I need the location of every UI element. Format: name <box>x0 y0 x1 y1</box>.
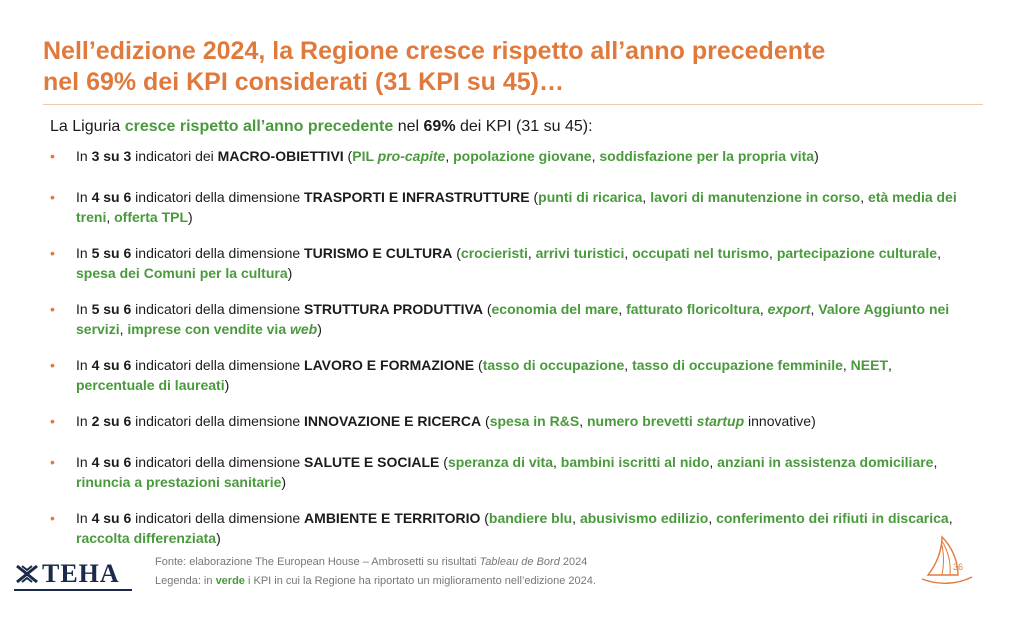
page-number: 36 <box>953 562 964 572</box>
dimension-name: MACRO-OBIETTIVI <box>217 148 344 164</box>
intro-part: nel <box>393 118 424 135</box>
kpi-name <box>561 454 710 470</box>
indicator-count: 4 su 6 <box>91 357 132 373</box>
kpi-dimension-list <box>50 146 970 564</box>
kpi-text: pro-capite <box>377 148 446 164</box>
dimension-name: LAVORO E FORMAZIONE <box>304 357 475 373</box>
kpi-name <box>599 148 814 164</box>
kpi-dimension-item: • In 5 su 6 indicatori della dimensione TURISMO E CULTURA (crocieristi, arrivi turistici, occupati nel turismo, partecipazione culturale, spesa dei Comuni per la cultura) <box>50 245 941 281</box>
logo-underline <box>14 589 132 591</box>
kpi-text: tasso di occupazione femminile <box>632 357 843 373</box>
kpi-text: anziani in assistenza domiciliare <box>717 454 934 470</box>
kpi-dimension-item: • In 3 su 3 indicatori dei MACRO-OBIETTIVI (PIL pro-capite, popolazione giovane, soddisfazione per la propria vita) <box>50 148 819 164</box>
kpi-text: punti di ricarica <box>538 189 643 205</box>
dimension-name: AMBIENTE E TERRITORIO <box>304 510 481 526</box>
kpi-name <box>851 357 888 373</box>
kpi-name <box>448 454 553 470</box>
source-text: Fonte: elaborazione The European House – Ambrosetti su risultati <box>155 556 480 568</box>
kpi-text: raccolta differenziata <box>76 530 217 546</box>
legend-green-word: verde <box>215 575 245 587</box>
kpi-text: economia del mare <box>491 301 619 317</box>
kpi-text: crocieristi <box>460 245 528 261</box>
indicator-count: 4 su 6 <box>91 510 132 526</box>
kpi-name <box>768 301 811 317</box>
dimension-name: STRUTTURA PRODUTTIVA <box>304 301 483 317</box>
indicator-count: 2 su 6 <box>91 413 132 429</box>
slide-title <box>43 36 943 98</box>
indicator-count: 4 su 6 <box>91 454 132 470</box>
indicator-count: 5 su 6 <box>91 245 132 261</box>
kpi-name <box>538 189 642 205</box>
kpi-text: partecipazione culturale <box>776 245 938 261</box>
kpi-name <box>76 530 216 546</box>
kpi-text: età media dei treni <box>76 189 957 225</box>
dimension-name: TRASPORTI E INFRASTRUTTURE <box>304 189 530 205</box>
source-text: 2024 <box>559 556 588 568</box>
kpi-dimension-item: • In 4 su 6 indicatori della dimensione AMBIENTE E TERRITORIO (bandiere blu, abusivismo edilizio, conferimento dei rifiuti in discarica, raccolta differenziata) <box>50 510 953 546</box>
source-italic: Tableau de Bord <box>479 556 560 568</box>
kpi-text: Valore Aggiunto nei servizi <box>76 301 950 337</box>
intro-part: dei KPI (31 su 45): <box>455 118 593 135</box>
item-connector: indicatori della dimensione <box>131 189 305 205</box>
kpi-name <box>76 377 225 393</box>
kpi-name <box>626 301 760 317</box>
kpi-name <box>632 245 769 261</box>
source-note <box>155 553 755 572</box>
kpi-text: web <box>290 321 318 337</box>
kpi-name <box>453 148 591 164</box>
kpi-name <box>717 454 933 470</box>
kpi-text: export <box>767 301 811 317</box>
bullet-icon: • <box>50 357 55 373</box>
indicator-count: 3 su 3 <box>91 148 132 164</box>
kpi-text: NEET <box>850 357 889 373</box>
kpi-name <box>461 245 528 261</box>
kpi-name <box>587 413 811 429</box>
kpi-text: innovative <box>744 413 812 429</box>
kpi-dimension-item: • In 4 su 6 indicatori della dimensione SALUTE E SOCIALE (speranza di vita, bambini iscritti al nido, anziani in assistenza domiciliare, rinuncia a prestazioni sanitarie) <box>50 454 938 490</box>
indicator-count: 4 su 6 <box>91 189 132 205</box>
kpi-text: bandiere blu <box>488 510 573 526</box>
kpi-text: numero brevetti <box>586 413 697 429</box>
kpi-dimension-item: • In 2 su 6 indicatori della dimensione INNOVAZIONE E RICERCA (spesa in R&S, numero brevetti startup innovative) <box>50 413 816 429</box>
teha-logo <box>14 558 134 590</box>
item-connector: indicatori dei <box>131 148 218 164</box>
legend-text: Legenda: in <box>155 575 216 587</box>
kpi-text: spesa in R&S <box>489 413 580 429</box>
bullet-icon: • <box>50 301 55 317</box>
dimension-name: TURISMO E CULTURA <box>304 245 453 261</box>
kpi-dimension-item: • In 4 su 6 indicatori della dimensione LAVORO E FORMAZIONE (tasso di occupazione, tasso di occupazione femminile, NEET, percentuale di laureati) <box>50 357 892 393</box>
kpi-name <box>490 413 579 429</box>
kpi-name <box>76 265 288 281</box>
title-line-2: nel 69% dei KPI considerati (31 KPI su 45)… <box>43 68 565 96</box>
kpi-name <box>716 510 949 526</box>
kpi-name <box>536 245 625 261</box>
kpi-text: conferimento dei rifiuti in discarica <box>716 510 949 526</box>
sail-icon <box>918 535 974 589</box>
kpi-text: offerta TPL <box>114 209 189 225</box>
intro-part: La Liguria <box>50 118 125 135</box>
kpi-name <box>114 209 188 225</box>
bullet-icon: • <box>50 413 55 429</box>
kpi-text: arrivi turistici <box>535 245 625 261</box>
kpi-text: occupati nel turismo <box>632 245 770 261</box>
kpi-name <box>492 301 619 317</box>
kpi-name <box>632 357 843 373</box>
kpi-name <box>483 357 625 373</box>
teha-logo-mark-icon <box>14 562 40 586</box>
kpi-name <box>76 474 281 490</box>
item-connector: indicatori della dimensione <box>131 413 305 429</box>
kpi-text: fatturato floricoltura <box>626 301 760 317</box>
kpi-dimension-item: • In 5 su 6 indicatori della dimensione STRUTTURA PRODUTTIVA (economia del mare, fatturato floricoltura, export, Valore Aggiunto nei servizi, imprese con vendite via web) <box>50 301 950 337</box>
kpi-text: tasso di occupazione <box>482 357 625 373</box>
kpi-text: lavori di manutenzione in corso <box>650 189 861 205</box>
item-connector: indicatori della dimensione <box>131 357 305 373</box>
kpi-text: speranza di vita <box>447 454 554 470</box>
kpi-text: spesa dei Comuni per la cultura <box>76 265 288 281</box>
logo-wordmark: TEHA <box>42 559 120 588</box>
item-connector: indicatori della dimensione <box>131 301 305 317</box>
bullet-icon: • <box>50 510 55 526</box>
kpi-text: popolazione giovane <box>453 148 592 164</box>
title-line-1: Nell’edizione 2024, la Regione cresce rispetto all’anno precedente <box>43 37 826 65</box>
kpi-name <box>489 510 572 526</box>
legend-note <box>155 572 755 591</box>
bullet-icon: • <box>50 454 55 470</box>
intro-text <box>50 116 970 138</box>
dimension-name: SALUTE E SOCIALE <box>304 454 440 470</box>
kpi-name <box>352 148 445 164</box>
kpi-text: PIL <box>352 148 378 164</box>
title-divider <box>43 104 983 105</box>
kpi-name <box>777 245 937 261</box>
kpi-dimension-item: • In 4 su 6 indicatori della dimensione TRASPORTI E INFRASTRUTTURE (punti di ricarica, lavori di manutenzione in corso, età media dei treni, offerta TPL) <box>50 189 957 225</box>
item-connector: indicatori della dimensione <box>131 454 305 470</box>
legend-text: i KPI in cui la Regione ha riportato un miglioramento nell’edizione 2024. <box>244 575 596 587</box>
kpi-text: imprese con vendite via <box>127 321 290 337</box>
kpi-text: bambini iscritti al nido <box>560 454 710 470</box>
kpi-name <box>580 510 708 526</box>
kpi-name <box>127 321 317 337</box>
bullet-icon: • <box>50 245 55 261</box>
bullet-icon: • <box>50 189 55 205</box>
footer-notes <box>155 553 755 591</box>
bullet-icon: • <box>50 148 55 164</box>
dimension-name: INNOVAZIONE E RICERCA <box>304 413 482 429</box>
item-connector: indicatori della dimensione <box>131 245 305 261</box>
indicator-count: 5 su 6 <box>91 301 132 317</box>
item-connector: indicatori della dimensione <box>131 510 305 526</box>
intro-percentage: 69% <box>423 118 456 135</box>
kpi-name <box>650 189 860 205</box>
kpi-text: startup <box>696 413 745 429</box>
kpi-text: soddisfazione per la propria vita <box>599 148 815 164</box>
kpi-text: percentuale di laureati <box>76 377 225 393</box>
kpi-text: abusivismo edilizio <box>579 510 709 526</box>
kpi-text: rinuncia a prestazioni sanitarie <box>76 474 282 490</box>
intro-highlight: cresce rispetto all’anno precedente <box>124 118 394 135</box>
